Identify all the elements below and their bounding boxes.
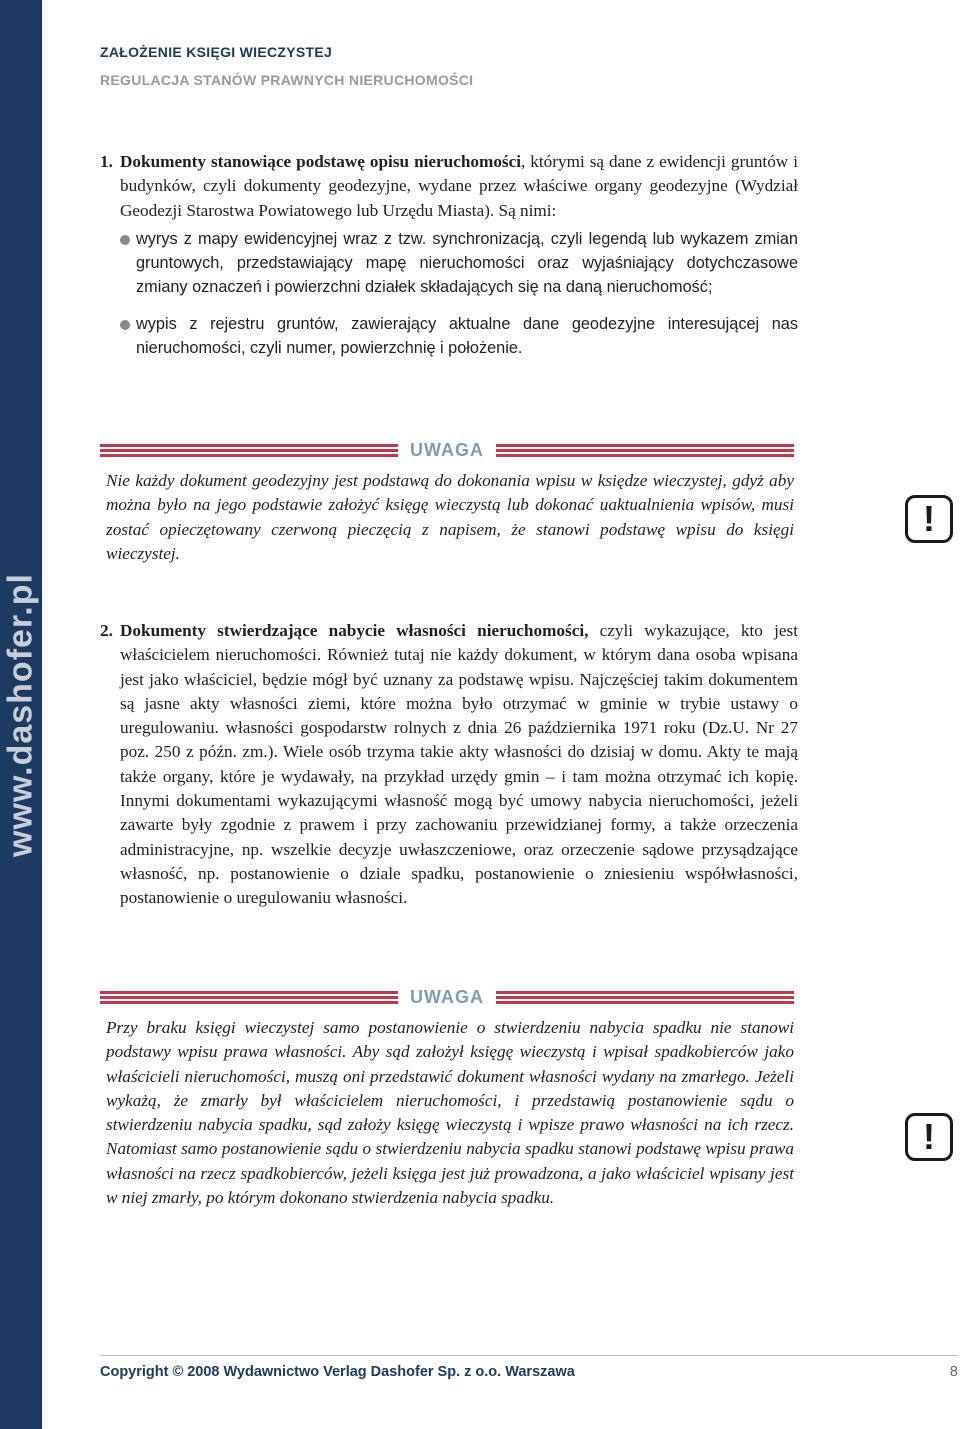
section-2-number: 2. (100, 621, 113, 640)
list-item-text: wyrys z mapy ewidencyjnej wraz z tzw. synchronizacją, czyli legendą lub wykazem zmian gruntowych, przedstawiający mapę nieruchomości oraz wyjaśniający dotychczasowe zmiany oznaczeń i powierzchni działek składających się na daną nieruchomość; (136, 229, 798, 297)
section-2 (100, 619, 798, 911)
note-2-text: Przy braku księgi wieczystej samo postanowienie o stwierdzeniu nabycia spadku nie stanowi podstawy wpisu prawa własności. Aby sąd założył księgę wieczystą i wpisał spadkobierców jako właścicieli nieruchomości, muszą oni przedstawić dokument własności wydany na zmarłego. Jeżeli wykażą, że zmarły był właścicielem nieruchomości, i przedstawią postanowienie sądu o stwierdzeniu nabycia spadku, sąd założy księgę wieczystą i wpisze prawo własności na ich rzecz. Natomiast samo postanowienie sądu o stwierdzeniu nabycia spadku stanowi podstawę wpisu prawa własności na rzecz spadkobierców, jeżeli księga jest już prowadzona, a jako właściciel wpisany jest w niej zmarły, po którym dokonano stwierdzenia nabycia spadku. (106, 1018, 794, 1208)
note-1-label: UWAGA (410, 439, 484, 460)
exclamation-icon: ! (905, 1113, 953, 1161)
note-2-label: UWAGA (410, 986, 484, 1007)
section-2-heading: Dokumenty stwierdzające nabycie własności nieruchomości, (120, 621, 589, 640)
bullet-dot-icon (120, 320, 130, 330)
footer-copyright: Copyright © 2008 Wydawnictwo Verlag Dashofer Sp. z o.o. Warszawa (100, 1364, 575, 1380)
bullet-dot-icon (120, 235, 130, 245)
section-1-bullets (100, 227, 798, 360)
note-stripes (496, 991, 794, 1004)
side-bar (0, 0, 42, 1429)
note-1-text: Nie każdy dokument geodezyjny jest podstawą do dokonania wpisu w księdze wieczystej, gdyż aby można było na jego podstawie założyć księgę wieczystą lub dokonać uaktualnienia wpisów, musi zostać opieczętowany czerwoną pieczęcią z napisem, że stanowi podstawę wpisu do księgi wieczystej. (106, 471, 794, 563)
section-2-text: czyli wykazujące, kto jest właścicielem nieruchomości. Również tutaj nie każdy dokument, w którym dana osoba wpisana jest jako właściciel, będzie mógł być uznany za podstawę wpisu. Najczęściej takim dokumentem są jasne akty własności ziemi, które można było otrzymać w gminie w trybie ustawy o uregulowaniu. własności gospodarstw rolnych z dnia 26 października 1971 roku (Dz.U. Nr 27 poz. 250 z późn. zm.). Wiele osób trzyma takie akty własności do dzisiaj w domu. Akty te mają także organy, które je wydawały, na przykład urzędy gmin – i tam można otrzymać ich kopię. Innymi dokumentami wykazującymi własność mogą być umowy nabycia nieruchomości, jeżeli zawarte były zgodnie z prawem i przy zachowaniu przewidzianej formy, a także orzeczenia administracyjne, np. wszelkie decyzje uwłaszczeniowe, oraz orzeczenie sądowe przysądzające własność, np. postanowienie o dziale spadku, postanowienie o zniesieniu współwłasności, postanowienie o uregulowaniu własności. (120, 621, 798, 908)
header-subtitle: REGULACJA STANÓW PRAWNYCH NIERUCHOMOŚCI (100, 72, 474, 88)
list-item-text: wypis z rejestru gruntów, zawierający aktualne dane geodezyjne interesującej nas nieruchomości, czyli numer, powierzchnię i położenie. (136, 314, 798, 358)
running-head (100, 44, 473, 88)
footer (100, 1364, 958, 1380)
page-number: 8 (949, 1364, 958, 1380)
list-item (120, 312, 798, 361)
section-1-text: , którymi są dane z ewidencji gruntów i budynków, czyli dokumenty geodezyjne, wydane przez właściwe organy geodezyjne (Wydział Geodezji Starostwa Powiatowego lub Urzędu Miasta). Są nimi: (120, 152, 798, 220)
note-stripes (496, 444, 794, 457)
section-1-heading: Dokumenty stanowiące podstawę opisu nieruchomości (120, 152, 522, 171)
section-1-number: 1. (100, 152, 113, 171)
note-2-header (100, 984, 794, 1010)
note-1-header (100, 437, 794, 463)
footer-divider (100, 1355, 958, 1356)
header-title: ZAŁOŻENIE KSIĘGI WIECZYSTEJ (100, 44, 333, 60)
section-2-paragraph (100, 619, 798, 911)
list-item (120, 227, 798, 300)
watermark-url: www.dashofer.pl (1, 573, 40, 857)
exclamation-icon: ! (905, 495, 953, 543)
note-stripes (100, 991, 398, 1004)
note-stripes (100, 444, 398, 457)
section-1-paragraph (100, 150, 798, 223)
section-1 (100, 150, 798, 372)
